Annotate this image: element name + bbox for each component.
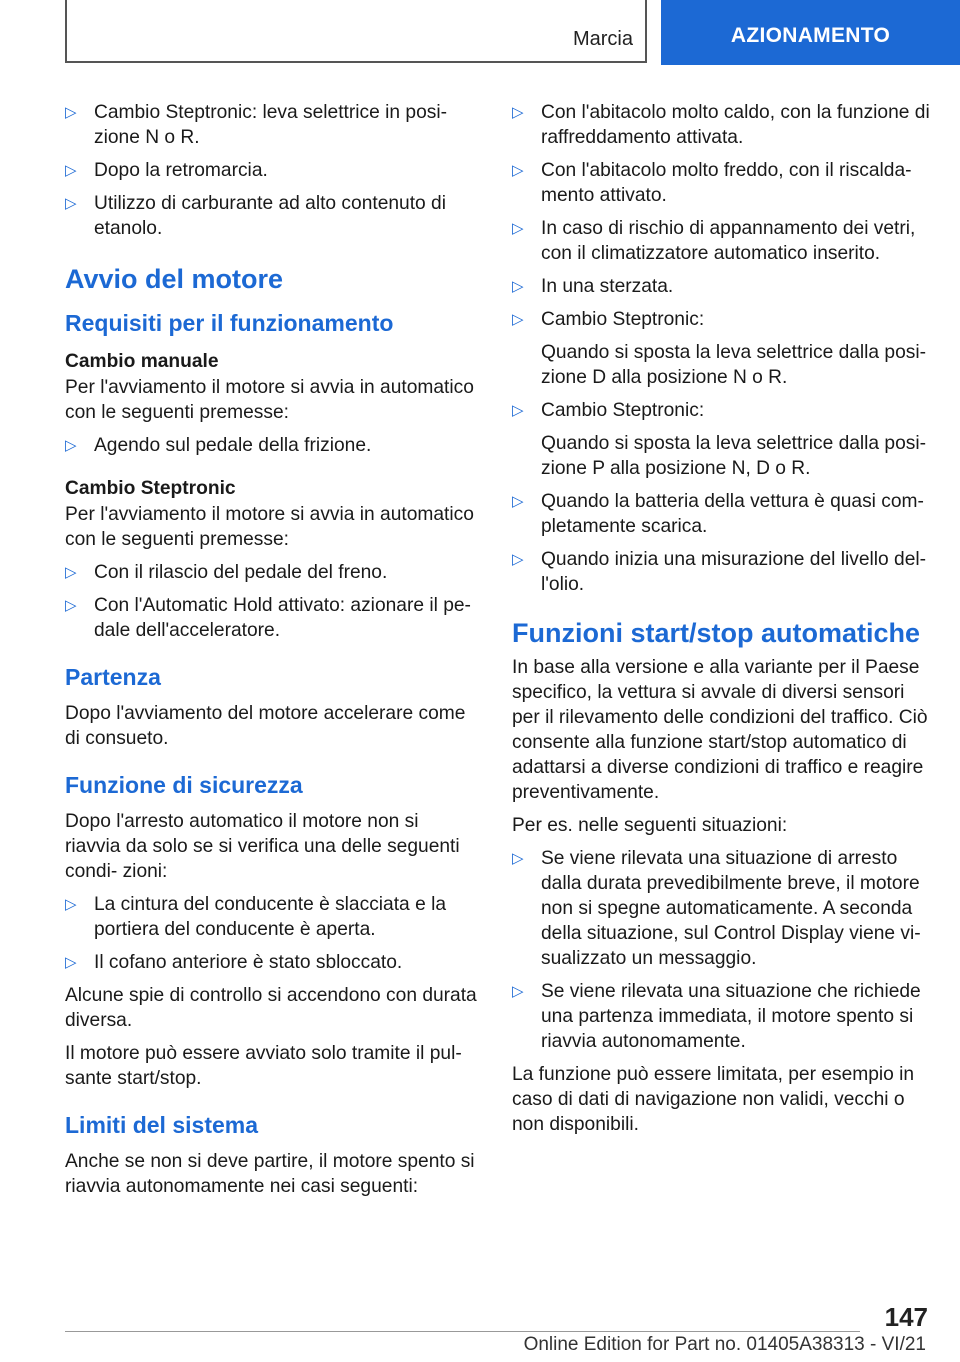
list-item: ▷ Cambio Steptronic:	[512, 400, 705, 421]
list-item-subtext: Quando si sposta la leva selettrice dalla posi‐ zione D alla posizione N o R.	[541, 342, 927, 388]
bullet-arrow-icon: ▷	[512, 104, 524, 121]
list-item: ▷ Il cofano anteriore è stato sbloccato.	[65, 952, 403, 973]
heading-requisiti: Requisiti per il funzionamento	[65, 310, 394, 336]
header-section-title: Marcia	[572, 28, 633, 50]
bullet-arrow-icon: ▷	[65, 437, 77, 454]
heading-avvio-motore: Avvio del motore	[65, 264, 284, 294]
bullet-arrow-icon: ▷	[65, 896, 77, 913]
bullet-arrow-icon: ▷	[512, 850, 524, 867]
list-item: ▷ In una sterzata.	[512, 276, 674, 297]
list-item: ▷ Cambio Steptronic: leva selettrice in posi‐ zione N o R.	[65, 102, 447, 148]
paragraph: Il motore può essere avviato solo tramite il pul‐ sante start/stop.	[65, 1043, 462, 1089]
list-item-subtext: Quando si sposta la leva selettrice dalla posi‐ zione P alla posizione N, D o R.	[541, 433, 927, 479]
bullet-arrow-icon: ▷	[512, 493, 524, 510]
paragraph: Per l'avviamento il motore si avvia in automatico con le seguenti premesse:	[65, 504, 474, 550]
bullet-arrow-icon: ▷	[65, 104, 77, 121]
list-item: ▷ Agendo sul pedale della frizione.	[65, 435, 372, 456]
bullet-arrow-icon: ▷	[512, 220, 524, 237]
bullet-arrow-icon: ▷	[512, 551, 524, 568]
list-item: ▷ Utilizzo di carburante ad alto contenuto di etanolo.	[65, 193, 446, 239]
page-number: 147	[884, 1302, 928, 1332]
list-item: ▷ In caso di rischio di appannamento dei vetri, con il climatizzatore automatico inserito.	[512, 218, 916, 264]
bullet-arrow-icon: ▷	[65, 195, 77, 212]
footer-divider	[65, 1331, 860, 1332]
bullet-arrow-icon: ▷	[65, 564, 77, 581]
header-section-box	[65, 0, 647, 63]
list-item: ▷ La cintura del conducente è slacciata e la portiera del conducente è aperta.	[65, 894, 446, 940]
list-item: ▷ Quando inizia una misurazione del livello del‐ l'olio.	[512, 549, 927, 595]
heading-cambio-manuale: Cambio manuale	[65, 351, 219, 372]
header-chapter-tab: AZIONAMENTO	[661, 0, 960, 65]
bullet-arrow-icon: ▷	[512, 402, 524, 419]
paragraph: In base alla versione e alla variante per il Paese specifico, la vettura si avvale di diversi sensori per il rilevamento delle condizioni del traffico. Ciò consente alla funzione start/stop automatico di adattarsi a diverse condizioni di traffico e reagire preventivamente.	[512, 657, 928, 803]
heading-funzioni-start-stop: Funzioni start/stop automatiche	[512, 618, 921, 648]
paragraph: Per l'avviamento il motore si avvia in automatico con le seguenti premesse:	[65, 377, 474, 423]
list-item: ▷ Quando la batteria della vettura è quasi com‐ pletamente scarica.	[512, 491, 924, 537]
heading-cambio-steptronic: Cambio Steptronic	[65, 478, 236, 499]
left-column	[65, 100, 477, 1207]
paragraph: Alcune spie di controllo si accendono con durata diversa.	[65, 985, 477, 1031]
list-item: ▷ Se viene rilevata una situazione che richiede una partenza immediata, il motore spento si riavvia autonomamente.	[512, 981, 921, 1052]
list-item: ▷ Con l'Automatic Hold attivato: azionare il pe‐ dale dell'acceleratore.	[65, 595, 471, 641]
heading-limiti-sistema: Limiti del sistema	[65, 1112, 259, 1138]
paragraph: Anche se non si deve partire, il motore spento si riavvia autonomamente nei casi seguenti:	[65, 1151, 475, 1197]
bullet-arrow-icon: ▷	[65, 954, 77, 971]
list-item: ▷ Cambio Steptronic:	[512, 309, 705, 330]
bullet-arrow-icon: ▷	[65, 162, 77, 179]
list-item: ▷ Con l'abitacolo molto caldo, con la funzione di raffreddamento attivata.	[512, 102, 930, 148]
page-header	[0, 0, 960, 66]
right-column	[512, 100, 932, 1145]
paragraph: Dopo l'avviamento del motore accelerare come di consueto.	[65, 703, 466, 749]
list-item: ▷ Se viene rilevata una situazione di arresto dalla durata prevedibilmente breve, il motore non si spegne automaticamente. A seconda della situazione, sul Control Display viene vi‐ sualizzato un messaggio.	[512, 848, 921, 969]
footer-edition: Online Edition for Part no. 01405A38313 - VI/21	[523, 1334, 926, 1355]
paragraph: La funzione può essere limitata, per esempio in caso di dati di navigazione non validi, vecchi o non disponibili.	[512, 1064, 915, 1135]
paragraph: Dopo l'arresto automatico il motore non si riavvia da solo se si verifica una delle seguenti condi‐ zioni:	[65, 811, 460, 882]
bullet-arrow-icon: ▷	[512, 983, 524, 1000]
paragraph: Per es. nelle seguenti situazioni:	[512, 815, 788, 836]
heading-partenza: Partenza	[65, 664, 161, 690]
bullet-arrow-icon: ▷	[65, 597, 77, 614]
list-item: ▷ Con il rilascio del pedale del freno.	[65, 562, 388, 583]
heading-funzione-sicurezza: Funzione di sicurezza	[65, 772, 303, 798]
bullet-arrow-icon: ▷	[512, 278, 524, 295]
list-item: ▷ Dopo la retromarcia.	[65, 160, 268, 181]
bullet-arrow-icon: ▷	[512, 311, 524, 328]
list-item: ▷ Con l'abitacolo molto freddo, con il riscalda‐ mento attivato.	[512, 160, 912, 206]
bullet-arrow-icon: ▷	[512, 162, 524, 179]
